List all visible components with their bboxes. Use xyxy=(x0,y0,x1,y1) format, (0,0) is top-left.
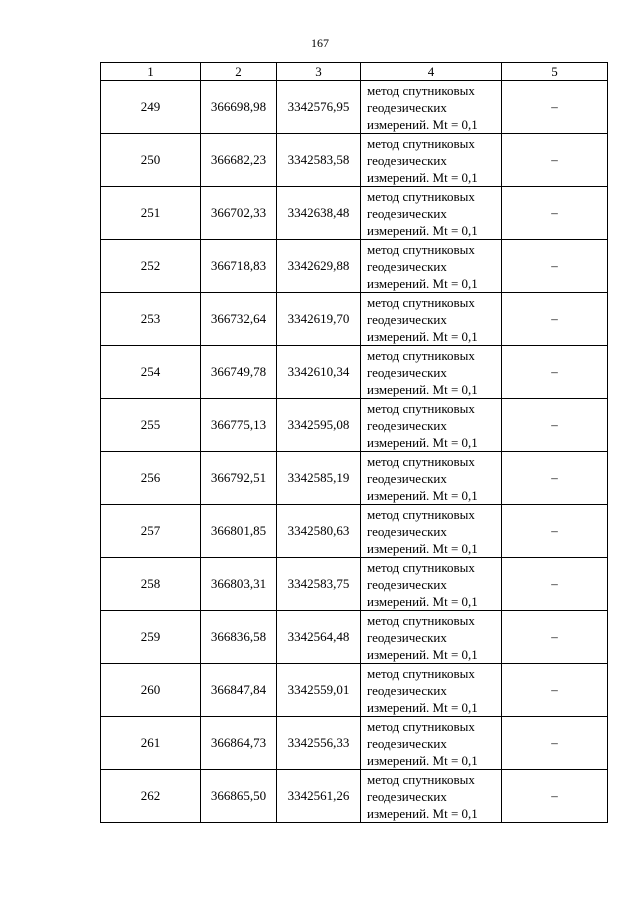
method-line: метод спутниковых xyxy=(367,294,475,310)
method-cell xyxy=(361,134,502,187)
table-row xyxy=(101,452,608,505)
method-line: геодезических xyxy=(367,417,447,433)
method-line: геодезических xyxy=(367,682,447,698)
method-line: метод спутниковых xyxy=(367,506,475,522)
table-row xyxy=(101,240,608,293)
x-coordinate-cell: 366698,98 xyxy=(201,81,277,134)
note-cell: – xyxy=(502,505,608,558)
method-line: метод спутниковых xyxy=(367,453,475,469)
method-line: метод спутниковых xyxy=(367,718,475,734)
note-cell: – xyxy=(502,134,608,187)
point-number-cell: 251 xyxy=(101,187,201,240)
point-number-cell: 249 xyxy=(101,81,201,134)
x-coordinate-cell: 366682,23 xyxy=(201,134,277,187)
method-line: геодезических xyxy=(367,788,447,804)
method-line: метод спутниковых xyxy=(367,241,475,257)
method-line: метод спутниковых xyxy=(367,400,475,416)
point-number-cell: 254 xyxy=(101,346,201,399)
y-coordinate-cell: 3342559,01 xyxy=(277,664,361,717)
y-coordinate-cell: 3342561,26 xyxy=(277,770,361,823)
note-cell: – xyxy=(502,187,608,240)
method-line: измерений. Mt = 0,1 xyxy=(367,593,478,609)
method-line: геодезических xyxy=(367,523,447,539)
method-cell xyxy=(361,187,502,240)
method-line: измерений. Mt = 0,1 xyxy=(367,116,478,132)
x-coordinate-cell: 366792,51 xyxy=(201,452,277,505)
header-col-2: 2 xyxy=(201,63,277,81)
method-line: геодезических xyxy=(367,629,447,645)
method-cell xyxy=(361,717,502,770)
method-line: измерений. Mt = 0,1 xyxy=(367,752,478,768)
table-row xyxy=(101,558,608,611)
table-body xyxy=(101,81,608,823)
table-header-row xyxy=(101,63,608,81)
x-coordinate-cell: 366803,31 xyxy=(201,558,277,611)
method-line: геодезических xyxy=(367,99,447,115)
point-number-cell: 259 xyxy=(101,611,201,664)
x-coordinate-cell: 366749,78 xyxy=(201,346,277,399)
method-cell xyxy=(361,505,502,558)
method-cell xyxy=(361,558,502,611)
table-row xyxy=(101,664,608,717)
method-line: измерений. Mt = 0,1 xyxy=(367,381,478,397)
method-line: измерений. Mt = 0,1 xyxy=(367,222,478,238)
table-row xyxy=(101,505,608,558)
method-line: измерений. Mt = 0,1 xyxy=(367,275,478,291)
y-coordinate-cell: 3342583,58 xyxy=(277,134,361,187)
method-line: метод спутниковых xyxy=(367,612,475,628)
point-number-cell: 253 xyxy=(101,293,201,346)
y-coordinate-cell: 3342564,48 xyxy=(277,611,361,664)
point-number-cell: 262 xyxy=(101,770,201,823)
method-line: геодезических xyxy=(367,152,447,168)
method-cell xyxy=(361,81,502,134)
note-cell: – xyxy=(502,558,608,611)
method-cell xyxy=(361,770,502,823)
note-cell: – xyxy=(502,717,608,770)
header-col-4: 4 xyxy=(361,63,502,81)
note-cell: – xyxy=(502,293,608,346)
x-coordinate-cell: 366732,64 xyxy=(201,293,277,346)
y-coordinate-cell: 3342619,70 xyxy=(277,293,361,346)
method-line: измерений. Mt = 0,1 xyxy=(367,646,478,662)
table-row xyxy=(101,293,608,346)
method-line: измерений. Mt = 0,1 xyxy=(367,328,478,344)
x-coordinate-cell: 366864,73 xyxy=(201,717,277,770)
note-cell: – xyxy=(502,346,608,399)
method-line: геодезических xyxy=(367,576,447,592)
y-coordinate-cell: 3342629,88 xyxy=(277,240,361,293)
header-col-5: 5 xyxy=(502,63,608,81)
method-line: измерений. Mt = 0,1 xyxy=(367,169,478,185)
note-cell: – xyxy=(502,399,608,452)
method-line: измерений. Mt = 0,1 xyxy=(367,699,478,715)
method-line: геодезических xyxy=(367,205,447,221)
table-row xyxy=(101,346,608,399)
x-coordinate-cell: 366702,33 xyxy=(201,187,277,240)
note-cell: – xyxy=(502,81,608,134)
x-coordinate-cell: 366836,58 xyxy=(201,611,277,664)
y-coordinate-cell: 3342556,33 xyxy=(277,717,361,770)
note-cell: – xyxy=(502,240,608,293)
y-coordinate-cell: 3342610,34 xyxy=(277,346,361,399)
header-col-3: 3 xyxy=(277,63,361,81)
x-coordinate-cell: 366847,84 xyxy=(201,664,277,717)
table-row xyxy=(101,717,608,770)
note-cell: – xyxy=(502,770,608,823)
method-line: геодезических xyxy=(367,258,447,274)
table-row xyxy=(101,134,608,187)
method-line: метод спутниковых xyxy=(367,135,475,151)
note-cell: – xyxy=(502,611,608,664)
x-coordinate-cell: 366865,50 xyxy=(201,770,277,823)
method-line: геодезических xyxy=(367,364,447,380)
table-row xyxy=(101,187,608,240)
x-coordinate-cell: 366801,85 xyxy=(201,505,277,558)
y-coordinate-cell: 3342576,95 xyxy=(277,81,361,134)
table-row xyxy=(101,770,608,823)
method-line: метод спутниковых xyxy=(367,347,475,363)
note-cell: – xyxy=(502,452,608,505)
method-cell xyxy=(361,293,502,346)
method-line: геодезических xyxy=(367,311,447,327)
note-cell: – xyxy=(502,664,608,717)
y-coordinate-cell: 3342583,75 xyxy=(277,558,361,611)
point-number-cell: 255 xyxy=(101,399,201,452)
method-line: метод спутниковых xyxy=(367,665,475,681)
method-line: метод спутниковых xyxy=(367,771,475,787)
x-coordinate-cell: 366775,13 xyxy=(201,399,277,452)
point-number-cell: 252 xyxy=(101,240,201,293)
point-number-cell: 257 xyxy=(101,505,201,558)
method-line: геодезических xyxy=(367,470,447,486)
method-cell xyxy=(361,399,502,452)
method-line: измерений. Mt = 0,1 xyxy=(367,805,478,821)
method-line: геодезических xyxy=(367,735,447,751)
point-number-cell: 256 xyxy=(101,452,201,505)
y-coordinate-cell: 3342585,19 xyxy=(277,452,361,505)
method-cell xyxy=(361,664,502,717)
method-cell xyxy=(361,240,502,293)
method-cell xyxy=(361,346,502,399)
point-number-cell: 261 xyxy=(101,717,201,770)
y-coordinate-cell: 3342580,63 xyxy=(277,505,361,558)
header-col-1: 1 xyxy=(101,63,201,81)
point-number-cell: 258 xyxy=(101,558,201,611)
page-number: 167 xyxy=(311,36,329,50)
method-line: метод спутниковых xyxy=(367,559,475,575)
table-row xyxy=(101,611,608,664)
method-line: измерений. Mt = 0,1 xyxy=(367,487,478,503)
method-line: измерений. Mt = 0,1 xyxy=(367,434,478,450)
method-cell xyxy=(361,611,502,664)
table-row xyxy=(101,81,608,134)
point-number-cell: 250 xyxy=(101,134,201,187)
y-coordinate-cell: 3342638,48 xyxy=(277,187,361,240)
table-row xyxy=(101,399,608,452)
x-coordinate-cell: 366718,83 xyxy=(201,240,277,293)
method-line: измерений. Mt = 0,1 xyxy=(367,540,478,556)
y-coordinate-cell: 3342595,08 xyxy=(277,399,361,452)
method-cell xyxy=(361,452,502,505)
point-number-cell: 260 xyxy=(101,664,201,717)
coordinates-table xyxy=(100,62,608,823)
method-line: метод спутниковых xyxy=(367,82,475,98)
method-line: метод спутниковых xyxy=(367,188,475,204)
